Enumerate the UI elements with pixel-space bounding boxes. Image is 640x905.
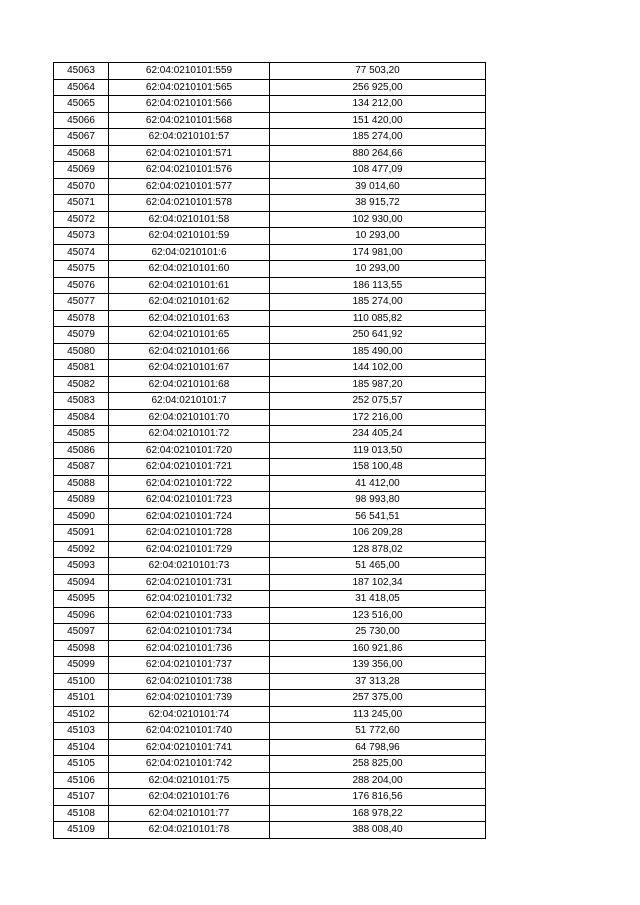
row-number-cell: 45089 bbox=[54, 492, 109, 509]
table-row bbox=[54, 508, 486, 525]
cadastral-value-cell: 41 412,00 bbox=[270, 475, 486, 492]
table-row bbox=[54, 640, 486, 657]
cadastral-value-cell: 106 209,28 bbox=[270, 525, 486, 542]
row-number-cell: 45064 bbox=[54, 79, 109, 96]
cadastral-number-cell: 62:04:0210101:75 bbox=[109, 772, 270, 789]
cadastral-value-cell: 186 113,55 bbox=[270, 277, 486, 294]
cadastral-number-cell: 62:04:0210101:59 bbox=[109, 228, 270, 245]
cadastral-number-cell: 62:04:0210101:68 bbox=[109, 376, 270, 393]
row-number-cell: 45097 bbox=[54, 624, 109, 641]
table-row bbox=[54, 145, 486, 162]
cadastral-value-cell: 144 102,00 bbox=[270, 360, 486, 377]
row-number-cell: 45085 bbox=[54, 426, 109, 443]
table-row bbox=[54, 327, 486, 344]
cadastral-value-cell: 38 915,72 bbox=[270, 195, 486, 212]
table-row bbox=[54, 789, 486, 806]
cadastral-value-cell: 168 978,22 bbox=[270, 805, 486, 822]
row-number-cell: 45079 bbox=[54, 327, 109, 344]
cadastral-value-cell: 234 405,24 bbox=[270, 426, 486, 443]
row-number-cell: 45068 bbox=[54, 145, 109, 162]
cadastral-value-cell: 258 825,00 bbox=[270, 756, 486, 773]
table-row bbox=[54, 756, 486, 773]
cadastral-number-cell: 62:04:0210101:734 bbox=[109, 624, 270, 641]
cadastral-value-cell: 250 641,92 bbox=[270, 327, 486, 344]
cadastral-value-cell: 288 204,00 bbox=[270, 772, 486, 789]
row-number-cell: 45081 bbox=[54, 360, 109, 377]
cadastral-number-cell: 62:04:0210101:76 bbox=[109, 789, 270, 806]
cadastral-value-cell: 185 490,00 bbox=[270, 343, 486, 360]
cadastral-number-cell: 62:04:0210101:742 bbox=[109, 756, 270, 773]
row-number-cell: 45088 bbox=[54, 475, 109, 492]
row-number-cell: 45096 bbox=[54, 607, 109, 624]
cadastral-value-cell: 185 274,00 bbox=[270, 129, 486, 146]
row-number-cell: 45090 bbox=[54, 508, 109, 525]
cadastral-value-cell: 128 878,02 bbox=[270, 541, 486, 558]
cadastral-number-cell: 62:04:0210101:66 bbox=[109, 343, 270, 360]
row-number-cell: 45080 bbox=[54, 343, 109, 360]
row-number-cell: 45106 bbox=[54, 772, 109, 789]
row-number-cell: 45075 bbox=[54, 261, 109, 278]
cadastral-number-cell: 62:04:0210101:571 bbox=[109, 145, 270, 162]
row-number-cell: 45087 bbox=[54, 459, 109, 476]
row-number-cell: 45086 bbox=[54, 442, 109, 459]
table-row bbox=[54, 591, 486, 608]
table-row bbox=[54, 607, 486, 624]
cadastral-number-cell: 62:04:0210101:721 bbox=[109, 459, 270, 476]
table-row bbox=[54, 96, 486, 113]
row-number-cell: 45098 bbox=[54, 640, 109, 657]
cadastral-number-cell: 62:04:0210101:740 bbox=[109, 723, 270, 740]
table-row bbox=[54, 178, 486, 195]
cadastral-value-cell: 10 293,00 bbox=[270, 261, 486, 278]
table-row bbox=[54, 393, 486, 410]
cadastral-number-cell: 62:04:0210101:739 bbox=[109, 690, 270, 707]
table-row bbox=[54, 822, 486, 839]
table-row bbox=[54, 228, 486, 245]
row-number-cell: 45083 bbox=[54, 393, 109, 410]
cadastral-number-cell: 62:04:0210101:65 bbox=[109, 327, 270, 344]
cadastral-value-cell: 37 313,28 bbox=[270, 673, 486, 690]
cadastral-number-cell: 62:04:0210101:6 bbox=[109, 244, 270, 261]
table-row bbox=[54, 63, 486, 80]
cadastral-number-cell: 62:04:0210101:728 bbox=[109, 525, 270, 542]
table-row bbox=[54, 426, 486, 443]
cadastral-value-cell: 113 245,00 bbox=[270, 706, 486, 723]
cadastral-value-cell: 160 921,86 bbox=[270, 640, 486, 657]
table-row bbox=[54, 541, 486, 558]
cadastral-number-cell: 62:04:0210101:7 bbox=[109, 393, 270, 410]
cadastral-number-cell: 62:04:0210101:568 bbox=[109, 112, 270, 129]
cadastral-value-cell: 56 541,51 bbox=[270, 508, 486, 525]
cadastral-value-cell: 158 100,48 bbox=[270, 459, 486, 476]
cadastral-number-cell: 62:04:0210101:576 bbox=[109, 162, 270, 179]
table-row bbox=[54, 459, 486, 476]
cadastral-number-cell: 62:04:0210101:565 bbox=[109, 79, 270, 96]
cadastral-number-cell: 62:04:0210101:733 bbox=[109, 607, 270, 624]
cadastral-number-cell: 62:04:0210101:737 bbox=[109, 657, 270, 674]
row-number-cell: 45076 bbox=[54, 277, 109, 294]
table-row bbox=[54, 343, 486, 360]
cadastral-number-cell: 62:04:0210101:566 bbox=[109, 96, 270, 113]
cadastral-number-cell: 62:04:0210101:720 bbox=[109, 442, 270, 459]
row-number-cell: 45082 bbox=[54, 376, 109, 393]
cadastral-number-cell: 62:04:0210101:62 bbox=[109, 294, 270, 311]
cadastral-value-cell: 25 730,00 bbox=[270, 624, 486, 641]
row-number-cell: 45101 bbox=[54, 690, 109, 707]
row-number-cell: 45099 bbox=[54, 657, 109, 674]
table-row bbox=[54, 162, 486, 179]
table-row bbox=[54, 772, 486, 789]
cadastral-value-cell: 187 102,34 bbox=[270, 574, 486, 591]
cadastral-number-cell: 62:04:0210101:63 bbox=[109, 310, 270, 327]
table-row bbox=[54, 525, 486, 542]
cadastral-value-cell: 252 075,57 bbox=[270, 393, 486, 410]
row-number-cell: 45107 bbox=[54, 789, 109, 806]
cadastral-number-cell: 62:04:0210101:73 bbox=[109, 558, 270, 575]
cadastral-value-cell: 51 465,00 bbox=[270, 558, 486, 575]
row-number-cell: 45072 bbox=[54, 211, 109, 228]
cadastral-number-cell: 62:04:0210101:61 bbox=[109, 277, 270, 294]
row-number-cell: 45074 bbox=[54, 244, 109, 261]
cadastral-number-cell: 62:04:0210101:729 bbox=[109, 541, 270, 558]
cadastral-number-cell: 62:04:0210101:70 bbox=[109, 409, 270, 426]
cadastral-value-cell: 139 356,00 bbox=[270, 657, 486, 674]
table-row bbox=[54, 112, 486, 129]
row-number-cell: 45067 bbox=[54, 129, 109, 146]
cadastral-number-cell: 62:04:0210101:58 bbox=[109, 211, 270, 228]
cadastral-number-cell: 62:04:0210101:57 bbox=[109, 129, 270, 146]
table-row bbox=[54, 475, 486, 492]
table-row bbox=[54, 376, 486, 393]
cadastral-number-cell: 62:04:0210101:77 bbox=[109, 805, 270, 822]
table-body bbox=[54, 63, 486, 839]
row-number-cell: 45095 bbox=[54, 591, 109, 608]
table-row bbox=[54, 360, 486, 377]
table-row bbox=[54, 244, 486, 261]
cadastral-value-cell: 257 375,00 bbox=[270, 690, 486, 707]
row-number-cell: 45100 bbox=[54, 673, 109, 690]
cadastral-value-cell: 134 212,00 bbox=[270, 96, 486, 113]
table-row bbox=[54, 624, 486, 641]
cadastral-number-cell: 62:04:0210101:67 bbox=[109, 360, 270, 377]
cadastral-value-cell: 31 418,05 bbox=[270, 591, 486, 608]
cadastral-number-cell: 62:04:0210101:559 bbox=[109, 63, 270, 80]
row-number-cell: 45069 bbox=[54, 162, 109, 179]
cadastral-number-cell: 62:04:0210101:732 bbox=[109, 591, 270, 608]
cadastral-number-cell: 62:04:0210101:722 bbox=[109, 475, 270, 492]
cadastral-value-cell: 119 013,50 bbox=[270, 442, 486, 459]
row-number-cell: 45109 bbox=[54, 822, 109, 839]
row-number-cell: 45094 bbox=[54, 574, 109, 591]
cadastral-number-cell: 62:04:0210101:723 bbox=[109, 492, 270, 509]
cadastral-value-cell: 110 085,82 bbox=[270, 310, 486, 327]
row-number-cell: 45071 bbox=[54, 195, 109, 212]
cadastral-number-cell: 62:04:0210101:578 bbox=[109, 195, 270, 212]
table-row bbox=[54, 261, 486, 278]
table-row bbox=[54, 211, 486, 228]
cadastral-value-cell: 256 925,00 bbox=[270, 79, 486, 96]
row-number-cell: 45093 bbox=[54, 558, 109, 575]
cadastral-value-table-container bbox=[53, 62, 486, 839]
cadastral-value-cell: 108 477,09 bbox=[270, 162, 486, 179]
table-row bbox=[54, 657, 486, 674]
table-row bbox=[54, 294, 486, 311]
row-number-cell: 45103 bbox=[54, 723, 109, 740]
cadastral-value-table bbox=[53, 62, 486, 839]
table-row bbox=[54, 690, 486, 707]
row-number-cell: 45065 bbox=[54, 96, 109, 113]
cadastral-value-cell: 185 987,20 bbox=[270, 376, 486, 393]
cadastral-value-cell: 98 993,80 bbox=[270, 492, 486, 509]
table-row bbox=[54, 805, 486, 822]
cadastral-value-cell: 64 798,96 bbox=[270, 739, 486, 756]
cadastral-number-cell: 62:04:0210101:78 bbox=[109, 822, 270, 839]
cadastral-value-cell: 102 930,00 bbox=[270, 211, 486, 228]
row-number-cell: 45084 bbox=[54, 409, 109, 426]
row-number-cell: 45104 bbox=[54, 739, 109, 756]
row-number-cell: 45077 bbox=[54, 294, 109, 311]
cadastral-number-cell: 62:04:0210101:74 bbox=[109, 706, 270, 723]
row-number-cell: 45066 bbox=[54, 112, 109, 129]
table-row bbox=[54, 409, 486, 426]
cadastral-number-cell: 62:04:0210101:738 bbox=[109, 673, 270, 690]
row-number-cell: 45078 bbox=[54, 310, 109, 327]
table-row bbox=[54, 79, 486, 96]
cadastral-value-cell: 51 772,60 bbox=[270, 723, 486, 740]
table-row bbox=[54, 673, 486, 690]
cadastral-value-cell: 174 981,00 bbox=[270, 244, 486, 261]
cadastral-number-cell: 62:04:0210101:577 bbox=[109, 178, 270, 195]
cadastral-value-cell: 10 293,00 bbox=[270, 228, 486, 245]
row-number-cell: 45063 bbox=[54, 63, 109, 80]
cadastral-value-cell: 172 216,00 bbox=[270, 409, 486, 426]
table-row bbox=[54, 558, 486, 575]
row-number-cell: 45073 bbox=[54, 228, 109, 245]
table-row bbox=[54, 129, 486, 146]
table-row bbox=[54, 195, 486, 212]
cadastral-value-cell: 880 264,66 bbox=[270, 145, 486, 162]
row-number-cell: 45102 bbox=[54, 706, 109, 723]
cadastral-value-cell: 388 008,40 bbox=[270, 822, 486, 839]
table-row bbox=[54, 706, 486, 723]
table-row bbox=[54, 442, 486, 459]
cadastral-value-cell: 185 274,00 bbox=[270, 294, 486, 311]
cadastral-value-cell: 151 420,00 bbox=[270, 112, 486, 129]
cadastral-value-cell: 123 516,00 bbox=[270, 607, 486, 624]
cadastral-number-cell: 62:04:0210101:60 bbox=[109, 261, 270, 278]
row-number-cell: 45105 bbox=[54, 756, 109, 773]
row-number-cell: 45091 bbox=[54, 525, 109, 542]
table-row bbox=[54, 310, 486, 327]
table-row bbox=[54, 723, 486, 740]
cadastral-value-cell: 176 816,56 bbox=[270, 789, 486, 806]
table-row bbox=[54, 739, 486, 756]
row-number-cell: 45092 bbox=[54, 541, 109, 558]
table-row bbox=[54, 277, 486, 294]
cadastral-number-cell: 62:04:0210101:731 bbox=[109, 574, 270, 591]
cadastral-number-cell: 62:04:0210101:72 bbox=[109, 426, 270, 443]
cadastral-number-cell: 62:04:0210101:741 bbox=[109, 739, 270, 756]
table-row bbox=[54, 492, 486, 509]
table-row bbox=[54, 574, 486, 591]
row-number-cell: 45070 bbox=[54, 178, 109, 195]
cadastral-value-cell: 77 503,20 bbox=[270, 63, 486, 80]
cadastral-number-cell: 62:04:0210101:724 bbox=[109, 508, 270, 525]
cadastral-value-cell: 39 014,60 bbox=[270, 178, 486, 195]
cadastral-number-cell: 62:04:0210101:736 bbox=[109, 640, 270, 657]
row-number-cell: 45108 bbox=[54, 805, 109, 822]
